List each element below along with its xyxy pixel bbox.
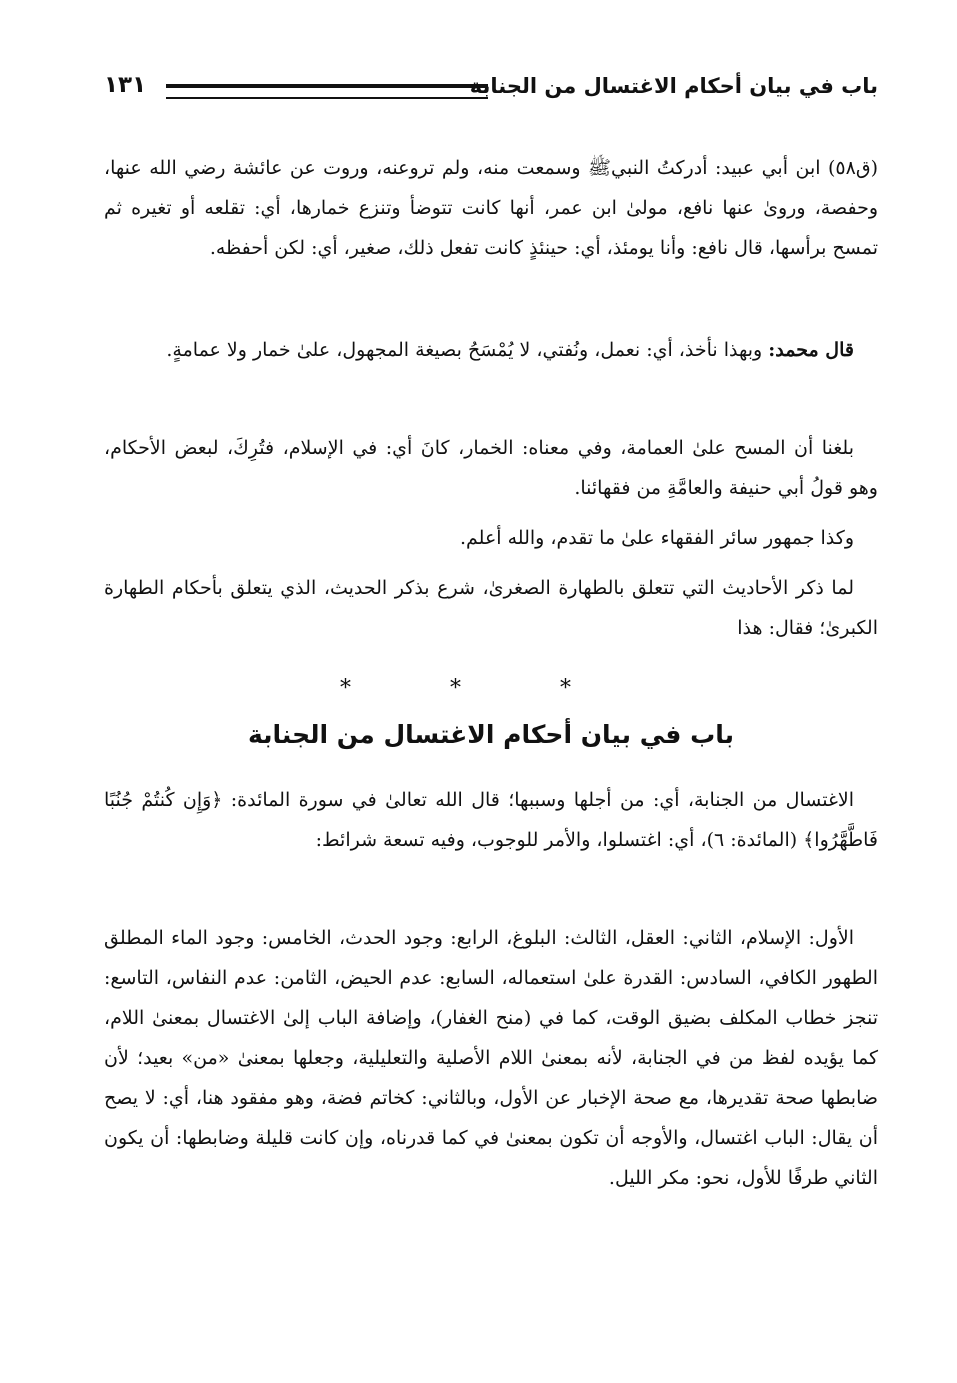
page-number: ١٣١ [104, 72, 147, 98]
paragraph-ghusl-intro [104, 780, 878, 860]
paragraph-conditions [104, 918, 878, 1198]
paragraph-balaghana [104, 428, 878, 508]
running-header-title: باب في بيان أحكام الاغتسال من الجنابة [469, 74, 878, 98]
narrator-text: ابن أبي عبيد: أدركتُ النبيﷺ وسمعت منه، ولم تروعنه، وروت عن عائشة رضي الله عنها، وحفصة، وروىٰ عنها نافع، مولىٰ ابن عمر، أنها كانت تتوضأ وتنزع خمارها، أي: تقلعه أو تغيره ثم تمسح برأسها، قال نافع: وأنا يومئذ، أي: حينئذٍ كانت تفعل ذلك، صغير، أي: لكن أحفظه. [104, 157, 878, 259]
paragraph-jumhur [104, 518, 878, 558]
ghusl-intro-text: الاغتسال من الجنابة، أي: من أجلها وسببها؛ قال الله تعالىٰ في سورة المائدة: ﴿وَإِن كُنتُمْ جُنُبًا فَاطَّهَّرُوا﴾ (المائدة: ٦)، أي: اغتسلوا، والأمر للوجوب، وفيه تسعة شرائط: [104, 789, 878, 851]
chapter-title: باب في بيان أحكام الاغتسال من الجنابة [247, 720, 734, 749]
jumhur-text: وكذا جمهور سائر الفقهاء علىٰ ما تقدم، والله أعلم. [459, 527, 854, 549]
manuscript-ref: (ق٥٨) [828, 157, 878, 179]
running-header [104, 68, 878, 108]
paragraph-narrator [104, 148, 878, 268]
qala-muhammad-label: قال محمد: [768, 339, 854, 361]
paragraph-transition [104, 568, 878, 648]
transition-text: لما ذكر الأحاديث التي تتعلق بالطهارة الصغرىٰ، شرع بذكر الحديث، الذي يتعلق بأحكام الطهارة الكبرىٰ؛ فقال: هذا [104, 577, 878, 639]
qala-muhammad-text: وبهذا نأخذ، أي: نعمل، ونُفتي، لا يُمْسَحُ بصيغة المجهول، علىٰ خمار ولا عمامةٍ. [166, 339, 763, 361]
balaghana-text: بلغنا أن المسح علىٰ العمامة، وفي معناه: الخمار، كانَ أي: في الإسلام، فتُرِكَ، لبعض الأحكام، وهو قولُ أبي حنيفة والعامَّةِ من فقهائنا. [104, 437, 878, 499]
section-separator: * * * [340, 676, 617, 701]
conditions-text: الأول: الإسلام، الثاني: العقل، الثالث: البلوغ، الرابع: وجود الحدث، الخامس: وجود الماء المطلق الطهور الكافي، السادس: القدرة علىٰ استعماله، السابع: عدم الحيض، الثامن: عدم النفاس، التاسع: تنجز خطاب المكلف بضيق الوقت، كما في (منح الغفار)، وإضافة الباب إلىٰ الاغتسال بمعنىٰ اللام، كما يؤيده لفظ من في الجنابة، لأنه بمعنىٰ اللام الأصلية والتعليلية، وجعلها بمعنىٰ «من» بعيد؛ لأن ضابطها صحة تقديرها، مع صحة الإخبار عن الأول، وبالثاني: كخاتم فضة، وهو مفقود هنا، أي: لا يصح أن يقال: الباب اغتسال، والأوجه أن تكون بمعنىٰ في كما قدرناه، وإن كانت قليلة وضابطها: أن يكون الثاني طرفًا للأول، نحو: مكر الليل. [104, 927, 878, 1189]
paragraph-qala-muhammad [104, 330, 878, 370]
header-double-rule [166, 84, 488, 99]
